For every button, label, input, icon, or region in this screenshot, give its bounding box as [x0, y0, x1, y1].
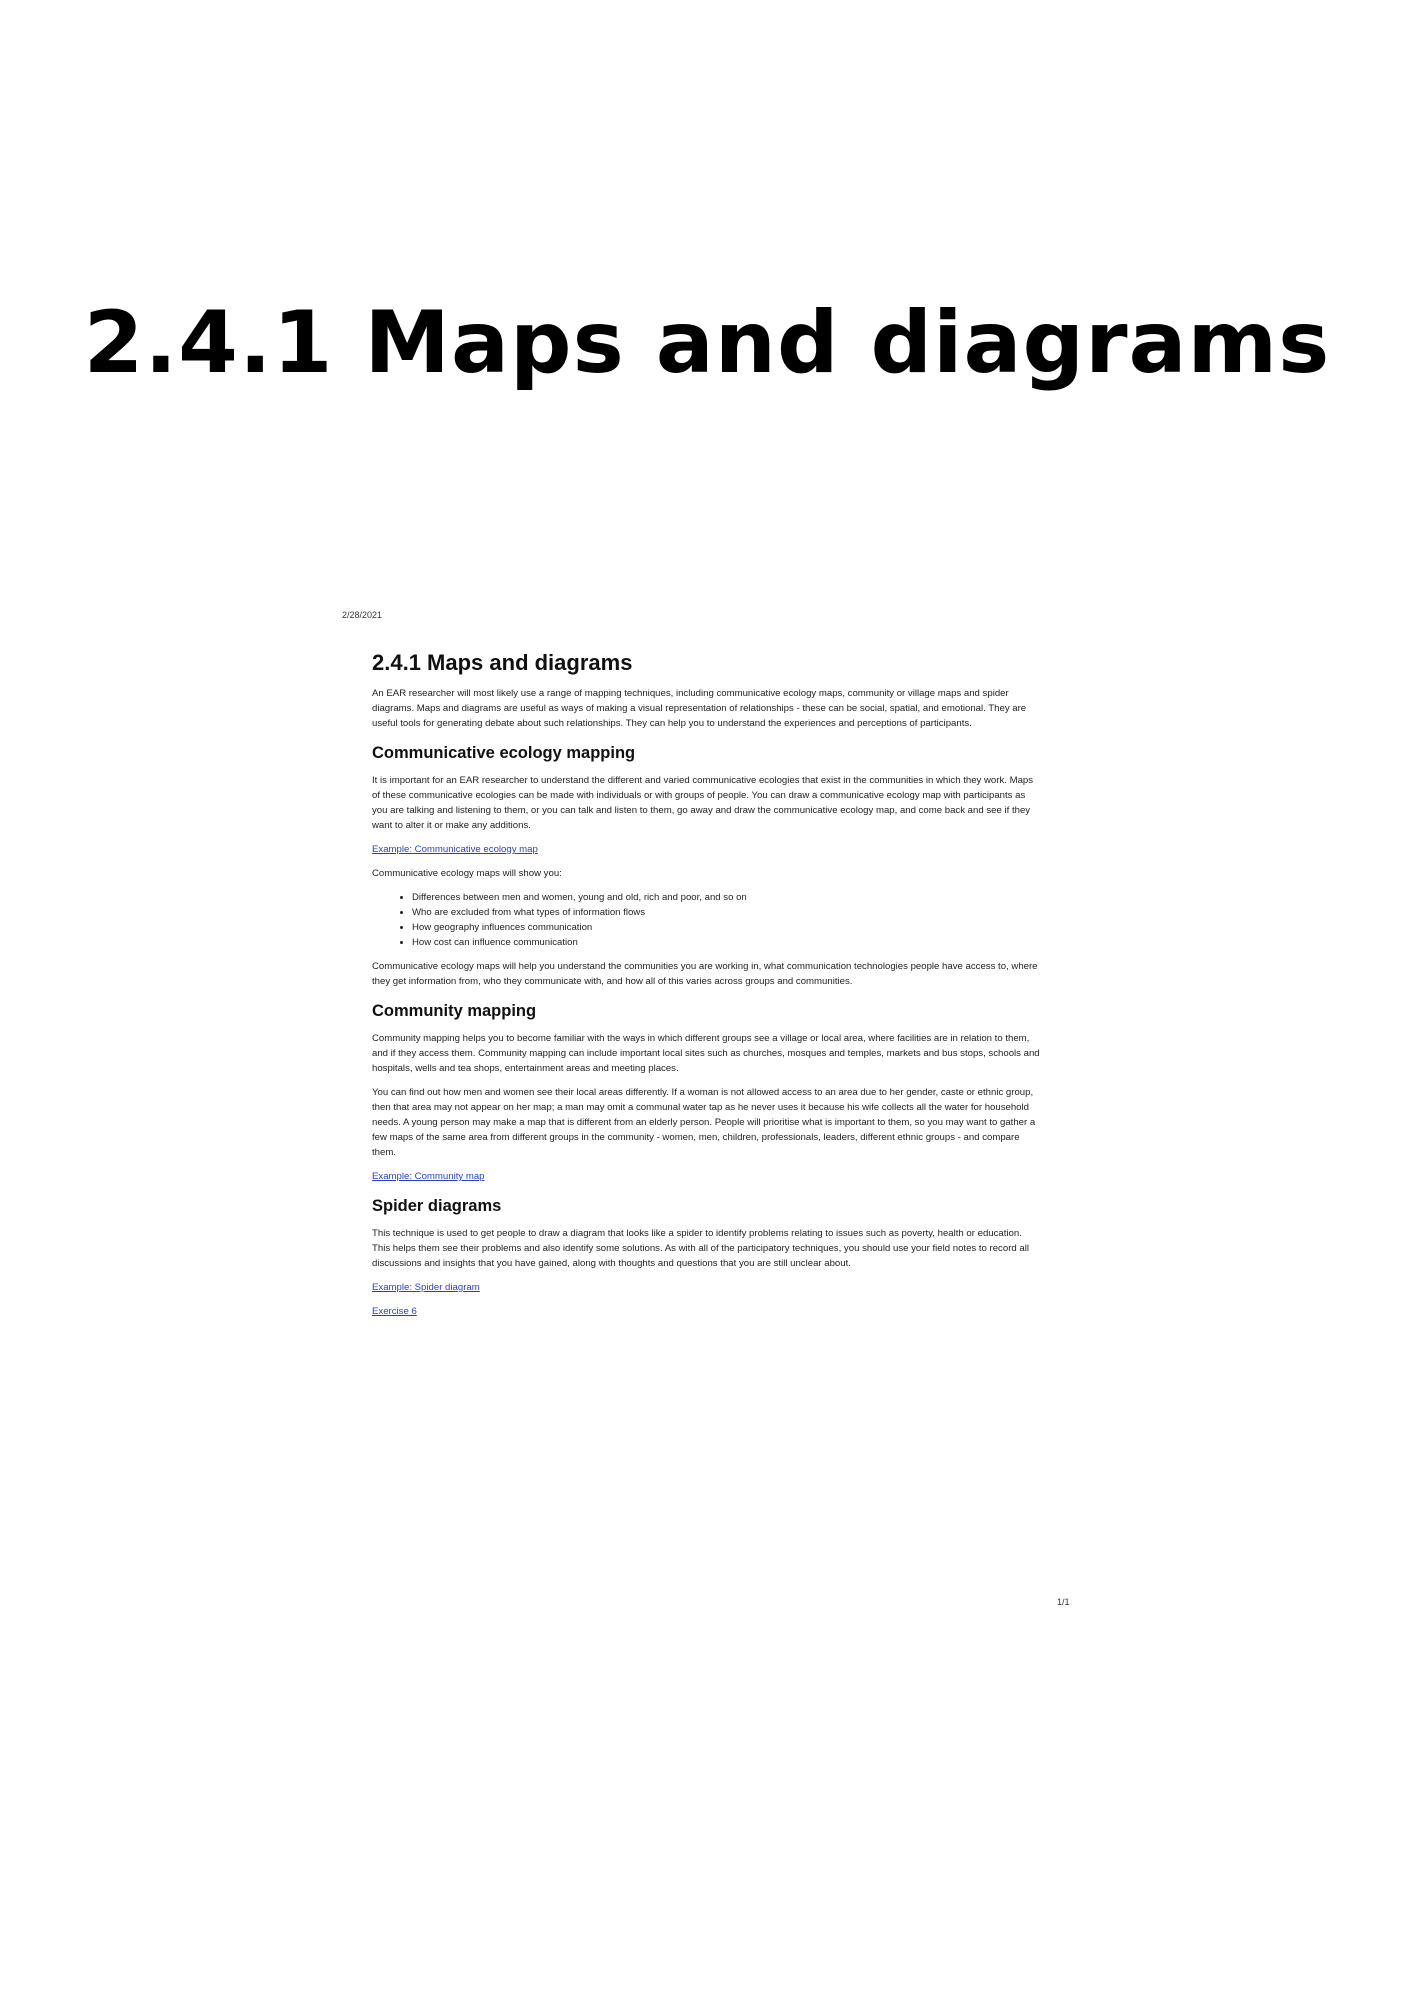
list-item: • How cost can influence communication — [412, 935, 1040, 950]
paragraph: It is important for an EAR researcher to understand the different and varied communicative ecologies that exist in the communities in which they work. Maps of these communicative ecologies can be made with individuals or with groups of people. You can draw a communicative ecology map with participants as you are talking and listening to them, or you can talk and listen to them, go away and draw the communicative ecology map, and come back and see if they want to alter it or make any additions. — [372, 775, 1034, 831]
paragraph: You can find out how men and women see their local areas differently. If a woman is not allowed access to an area due to her gender, caste or ethnic group, then that area may not appear on her map; a man may omit a communal water tap as he never uses it because his wife collects all the water for household needs. A young person may make a map that is different from an elderly person. People will prioritise what is important to them, so you may want to gather a few maps of the same area from different groups in the community - women, men, children, professionals, leaders, different ethnic groups - and compare them. — [372, 1087, 1036, 1158]
page-title: 2.4.1 Maps and diagrams — [372, 650, 633, 675]
bullet-list — [372, 890, 1040, 950]
paragraph: Communicative ecology maps will help you understand the communities you are working in, what communication technologies people have access to, where they get information from, who they communicate with, and how all of this varies across groups and communities. — [372, 961, 1038, 987]
paragraph: This technique is used to get people to draw a diagram that looks like a spider to identify problems relating to issues such as poverty, health or education. This helps them see their problems and also identify some solutions. As with all of the participatory techniques, you should use your field notes to record all discussions and insights that you have gained, along with thoughts and questions that you are still unclear about. — [372, 1228, 1029, 1269]
section-heading-community-mapping: Community mapping — [372, 1002, 537, 1020]
intro-paragraph: An EAR researcher will most likely use a range of mapping techniques, including communicative ecology maps, community or village maps and spider diagrams. Maps and diagrams are useful as ways of making a visual representation of relationships - these can be social, spatial, and emotional. They are useful tools for generating debate about such relationships. They can help you to understand the experiences and perceptions of participants. — [372, 688, 1027, 729]
list-intro: Communicative ecology maps will show you: — [372, 868, 562, 879]
link-example-communicative-ecology-map[interactable]: Example: Communicative ecology map — [372, 844, 538, 855]
link-example-spider-diagram[interactable]: Example: Spider diagram — [372, 1282, 480, 1293]
link-exercise-6[interactable]: Exercise 6 — [372, 1306, 417, 1317]
section-heading-spider-diagrams: Spider diagrams — [372, 1197, 502, 1215]
cover-title: 2.4.1 Maps and diagrams — [83, 293, 1331, 393]
list-item: • How geography influences communication — [412, 920, 1040, 935]
list-item: • Who are excluded from what types of information flows — [412, 905, 1040, 920]
document-page — [372, 650, 1040, 1328]
page-number: 1/1 — [1057, 1597, 1070, 1607]
print-date: 2/28/2021 — [342, 610, 383, 620]
paragraph: Community mapping helps you to become familiar with the ways in which different groups see a village or local area, where facilities are in relation to them, and if they access them. Community mapping can include important local sites such as churches, mosques and temples, markets and bus stops, schools and hospitals, wells and tea shops, entertainment areas and meeting places. — [372, 1033, 1040, 1074]
section-heading-communicative-ecology: Communicative ecology mapping — [372, 744, 636, 762]
list-item: • Differences between men and women, young and old, rich and poor, and so on — [412, 890, 1040, 905]
link-example-community-map[interactable]: Example: Community map — [372, 1171, 485, 1182]
